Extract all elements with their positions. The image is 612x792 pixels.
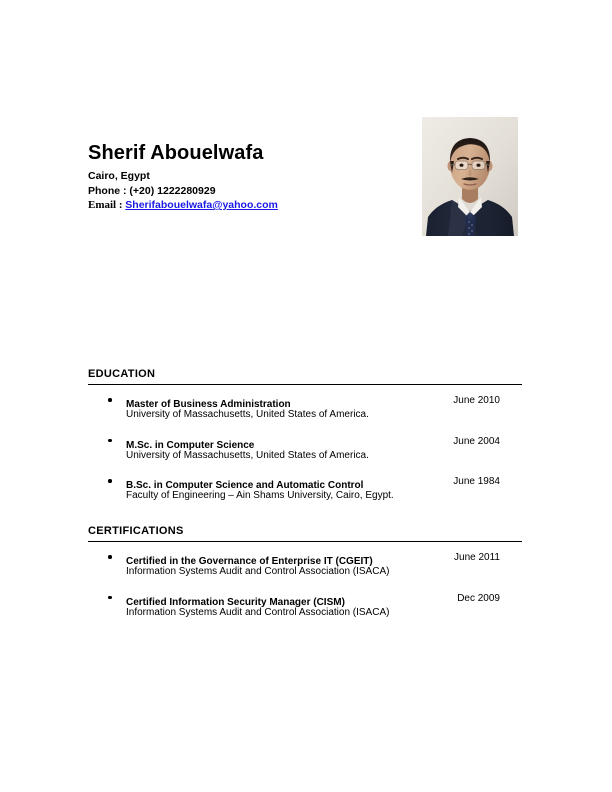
- entry-title: B.Sc. in Computer Science and Automatic Control: [126, 480, 364, 491]
- avatar: [422, 117, 518, 236]
- bullet-icon: [108, 479, 112, 483]
- page-title: Sherif Abouelwafa: [88, 142, 264, 164]
- list-item: [88, 551, 522, 580]
- certifications-entry-list: [88, 551, 522, 620]
- entry-title: Certified Information Security Manager (CISM): [126, 596, 345, 608]
- bullet-icon: [108, 555, 112, 559]
- entry-title: Certified in the Governance of Enterprise IT (CGEIT): [126, 556, 373, 567]
- email-label: Email :: [88, 199, 126, 211]
- entry-subtitle: University of Massachusetts, United States of America.: [126, 409, 369, 420]
- entry-subtitle: Information Systems Audit and Control Association (ISACA): [126, 566, 390, 577]
- entry-subtitle: University of Massachusetts, United States of America.: [126, 449, 369, 461]
- section-divider: [88, 541, 522, 542]
- phone-text: Phone : (+20) 1222280929: [88, 184, 216, 197]
- entry-header-row: [126, 435, 522, 449]
- education-entry-list: [88, 394, 522, 504]
- entry-header-row: [126, 475, 522, 489]
- entry-subtitle: Information Systems Audit and Control Association (ISACA): [126, 606, 390, 618]
- entry-header-row: [126, 551, 522, 565]
- email-row: [88, 198, 418, 213]
- section-divider: [88, 384, 522, 385]
- bullet-icon: [108, 398, 112, 402]
- section-title-education: EDUCATION: [88, 368, 156, 380]
- entry-date: June 2004: [453, 435, 500, 447]
- list-item: [88, 475, 522, 504]
- bullet-icon: [108, 596, 112, 600]
- resume-header: [88, 140, 418, 213]
- entry-header-row: [126, 592, 522, 606]
- location-text: Cairo, Egypt: [88, 170, 150, 182]
- entry-title: Master of Business Administration: [126, 399, 291, 410]
- section-certifications: [88, 524, 522, 620]
- bullet-icon: [108, 439, 112, 443]
- entry-date: Dec 2009: [457, 592, 500, 604]
- section-education: [88, 367, 522, 504]
- entry-subtitle: Faculty of Engineering – Ain Shams University, Cairo, Egypt.: [126, 490, 394, 501]
- entry-date: June 2010: [453, 395, 500, 406]
- entry-date: June 1984: [453, 476, 500, 487]
- entry-header-row: [126, 394, 522, 408]
- entry-title: M.Sc. in Computer Science: [126, 439, 255, 451]
- portrait-photo-icon: [422, 117, 518, 236]
- entry-date: June 2011: [454, 552, 500, 563]
- list-item: [88, 435, 522, 464]
- email-link[interactable]: Sherifabouelwafa@yahoo.com: [125, 199, 278, 211]
- list-item: [88, 394, 522, 423]
- list-item: [88, 592, 522, 621]
- section-title-certifications: CERTIFICATIONS: [88, 525, 184, 537]
